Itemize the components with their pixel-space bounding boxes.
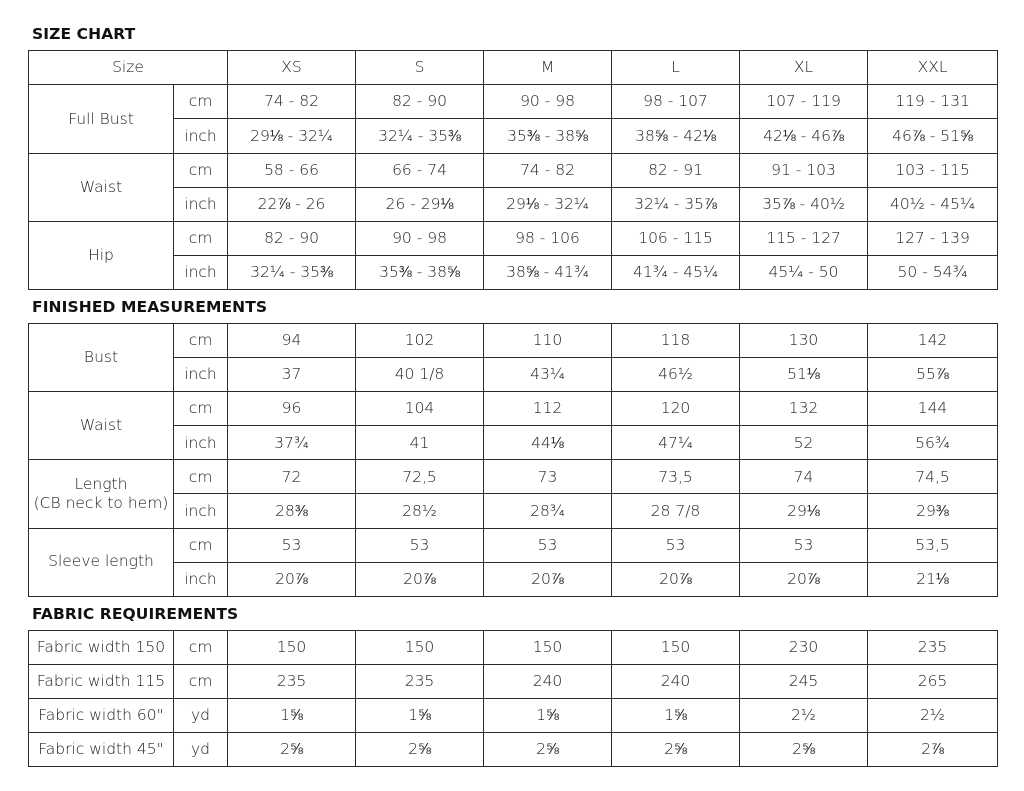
unit-label: cm: [174, 85, 228, 119]
value-cell: 29⅜: [868, 494, 998, 528]
table-row: [29, 187, 998, 221]
value-cell: 118: [612, 324, 740, 358]
measurement-label-text: Waist: [79, 416, 123, 435]
value-cell: 29⅛ - 32¼: [228, 119, 356, 153]
value-cell: 72,5: [356, 460, 484, 494]
table-row: [29, 119, 998, 153]
value-cell: 96: [228, 392, 356, 426]
value-cell: 82 - 90: [228, 221, 356, 255]
value-cell: 58 - 66: [228, 153, 356, 187]
value-cell: 32¼ - 35⅞: [612, 187, 740, 221]
table-row: [29, 324, 998, 358]
value-cell: 230: [740, 631, 868, 665]
unit-label: inch: [174, 187, 228, 221]
unit-label: inch: [174, 562, 228, 596]
table-row: [29, 699, 998, 733]
measurement-label-text: Sleeve length: [48, 552, 154, 571]
table-row: [29, 426, 998, 460]
value-cell: 40 1/8: [356, 358, 484, 392]
table-row: [29, 221, 998, 255]
value-cell: 235: [228, 665, 356, 699]
unit-label: inch: [174, 358, 228, 392]
unit-label: cm: [174, 324, 228, 358]
value-cell: 150: [356, 631, 484, 665]
value-cell: 91 - 103: [740, 153, 868, 187]
value-cell: 74,5: [868, 460, 998, 494]
value-cell: 37¾: [228, 426, 356, 460]
measurement-label: [29, 460, 174, 528]
value-cell: 150: [612, 631, 740, 665]
unit-label: cm: [174, 631, 228, 665]
value-cell: 150: [228, 631, 356, 665]
measurement-sublabel: (CB neck to hem): [33, 493, 169, 512]
table-row: [29, 494, 998, 528]
measurement-label: Hip: [29, 221, 174, 289]
value-cell: 53,5: [868, 528, 998, 562]
value-cell: 74 - 82: [484, 153, 612, 187]
value-cell: 104: [356, 392, 484, 426]
unit-label: yd: [174, 733, 228, 767]
value-cell: 94: [228, 324, 356, 358]
value-cell: 45¼ - 50: [740, 256, 868, 290]
value-cell: 1⅝: [612, 699, 740, 733]
value-cell: 47¼: [612, 426, 740, 460]
table-row: [29, 631, 998, 665]
value-cell: 53: [612, 528, 740, 562]
value-cell: 73: [484, 460, 612, 494]
value-cell: 28¾: [484, 494, 612, 528]
size-header-cell: L: [612, 51, 740, 85]
value-cell: 2⅝: [356, 733, 484, 767]
value-cell: 102: [356, 324, 484, 358]
value-cell: 28⅜: [228, 494, 356, 528]
fabric-requirements-title: FABRIC REQUIREMENTS: [32, 605, 239, 623]
value-cell: 37: [228, 358, 356, 392]
value-cell: 29⅛: [740, 494, 868, 528]
value-cell: 115 - 127: [740, 221, 868, 255]
value-cell: 43¼: [484, 358, 612, 392]
value-cell: 28 7/8: [612, 494, 740, 528]
value-cell: 112: [484, 392, 612, 426]
fabric-width-label: Fabric width 45": [29, 733, 174, 767]
value-cell: 2½: [740, 699, 868, 733]
value-cell: 72: [228, 460, 356, 494]
value-cell: 1⅝: [356, 699, 484, 733]
unit-label: cm: [174, 528, 228, 562]
value-cell: 82 - 90: [356, 85, 484, 119]
value-cell: 66 - 74: [356, 153, 484, 187]
value-cell: 90 - 98: [356, 221, 484, 255]
table-row: [29, 528, 998, 562]
value-cell: 42⅛ - 46⅞: [740, 119, 868, 153]
value-cell: 53: [484, 528, 612, 562]
value-cell: 20⅞: [612, 562, 740, 596]
value-cell: 142: [868, 324, 998, 358]
value-cell: 1⅝: [228, 699, 356, 733]
value-cell: 245: [740, 665, 868, 699]
value-cell: 21⅛: [868, 562, 998, 596]
finished-measurements-title: FINISHED MEASUREMENTS: [32, 298, 268, 316]
value-cell: 20⅞: [356, 562, 484, 596]
measurement-label: Full Bust: [29, 85, 174, 153]
value-cell: 52: [740, 426, 868, 460]
value-cell: 44⅛: [484, 426, 612, 460]
table-row: [29, 392, 998, 426]
value-cell: 82 - 91: [612, 153, 740, 187]
value-cell: 235: [868, 631, 998, 665]
value-cell: 127 - 139: [868, 221, 998, 255]
value-cell: 98 - 106: [484, 221, 612, 255]
value-cell: 46⅞ - 51⅝: [868, 119, 998, 153]
value-cell: 144: [868, 392, 998, 426]
value-cell: 32¼ - 35⅜: [228, 256, 356, 290]
value-cell: 41¾ - 45¼: [612, 256, 740, 290]
size-header-label: Size: [29, 51, 228, 85]
value-cell: 90 - 98: [484, 85, 612, 119]
measurement-label: [29, 324, 174, 392]
value-cell: 46½: [612, 358, 740, 392]
value-cell: 22⅞ - 26: [228, 187, 356, 221]
value-cell: 29⅛ - 32¼: [484, 187, 612, 221]
value-cell: 53: [356, 528, 484, 562]
size-header-cell: M: [484, 51, 612, 85]
table-row: [29, 153, 998, 187]
value-cell: 32¼ - 35⅜: [356, 119, 484, 153]
measurement-label-text: Bust: [83, 347, 119, 366]
size-header-cell: S: [356, 51, 484, 85]
value-cell: 132: [740, 392, 868, 426]
fabric-width-label: Fabric width 150: [29, 631, 174, 665]
table-row: [29, 358, 998, 392]
value-cell: 110: [484, 324, 612, 358]
unit-label: inch: [174, 494, 228, 528]
value-cell: 120: [612, 392, 740, 426]
table-row: [29, 85, 998, 119]
value-cell: 38⅝ - 42⅛: [612, 119, 740, 153]
value-cell: 20⅞: [228, 562, 356, 596]
table-row: [29, 256, 998, 290]
table-row: [29, 460, 998, 494]
value-cell: 265: [868, 665, 998, 699]
value-cell: 2½: [868, 699, 998, 733]
value-cell: 2⅞: [868, 733, 998, 767]
value-cell: 150: [484, 631, 612, 665]
value-cell: 28½: [356, 494, 484, 528]
value-cell: 240: [612, 665, 740, 699]
value-cell: 55⅞: [868, 358, 998, 392]
unit-label: cm: [174, 153, 228, 187]
value-cell: 40½ - 45¼: [868, 187, 998, 221]
value-cell: 2⅝: [612, 733, 740, 767]
fabric-width-label: Fabric width 60": [29, 699, 174, 733]
value-cell: 38⅝ - 41¾: [484, 256, 612, 290]
value-cell: 50 - 54¾: [868, 256, 998, 290]
value-cell: 98 - 107: [612, 85, 740, 119]
value-cell: 56¾: [868, 426, 998, 460]
value-cell: 240: [484, 665, 612, 699]
table-row: [29, 665, 998, 699]
table-row: [29, 562, 998, 596]
value-cell: 235: [356, 665, 484, 699]
value-cell: 130: [740, 324, 868, 358]
value-cell: 2⅝: [228, 733, 356, 767]
value-cell: 73,5: [612, 460, 740, 494]
table-row: [29, 733, 998, 767]
value-cell: 74: [740, 460, 868, 494]
value-cell: 35⅜ - 38⅝: [484, 119, 612, 153]
value-cell: 119 - 131: [868, 85, 998, 119]
measurement-label: [29, 392, 174, 460]
value-cell: 2⅝: [740, 733, 868, 767]
value-cell: 107 - 119: [740, 85, 868, 119]
size-chart-table: [28, 50, 998, 290]
value-cell: 51⅛: [740, 358, 868, 392]
value-cell: 53: [228, 528, 356, 562]
size-header-cell: XS: [228, 51, 356, 85]
unit-label: cm: [174, 221, 228, 255]
value-cell: 20⅞: [484, 562, 612, 596]
value-cell: 106 - 115: [612, 221, 740, 255]
unit-label: cm: [174, 460, 228, 494]
value-cell: 74 - 82: [228, 85, 356, 119]
fabric-requirements-table: [28, 630, 998, 767]
measurement-label: [29, 528, 174, 596]
size-header-row: [29, 51, 998, 85]
fabric-width-label: Fabric width 115: [29, 665, 174, 699]
unit-label: cm: [174, 392, 228, 426]
value-cell: 20⅞: [740, 562, 868, 596]
value-cell: 41: [356, 426, 484, 460]
unit-label: yd: [174, 699, 228, 733]
value-cell: 53: [740, 528, 868, 562]
value-cell: 103 - 115: [868, 153, 998, 187]
size-header-cell: XL: [740, 51, 868, 85]
measurement-label: Waist: [29, 153, 174, 221]
value-cell: 26 - 29⅛: [356, 187, 484, 221]
unit-label: inch: [174, 119, 228, 153]
value-cell: 2⅝: [484, 733, 612, 767]
value-cell: 1⅝: [484, 699, 612, 733]
measurement-label-text: Length: [74, 474, 128, 493]
unit-label: cm: [174, 665, 228, 699]
size-header-cell: XXL: [868, 51, 998, 85]
finished-measurements-table: [28, 323, 998, 597]
unit-label: inch: [174, 426, 228, 460]
unit-label: inch: [174, 256, 228, 290]
size-chart-title: SIZE CHART: [32, 25, 136, 43]
value-cell: 35⅞ - 40½: [740, 187, 868, 221]
value-cell: 35⅜ - 38⅝: [356, 256, 484, 290]
